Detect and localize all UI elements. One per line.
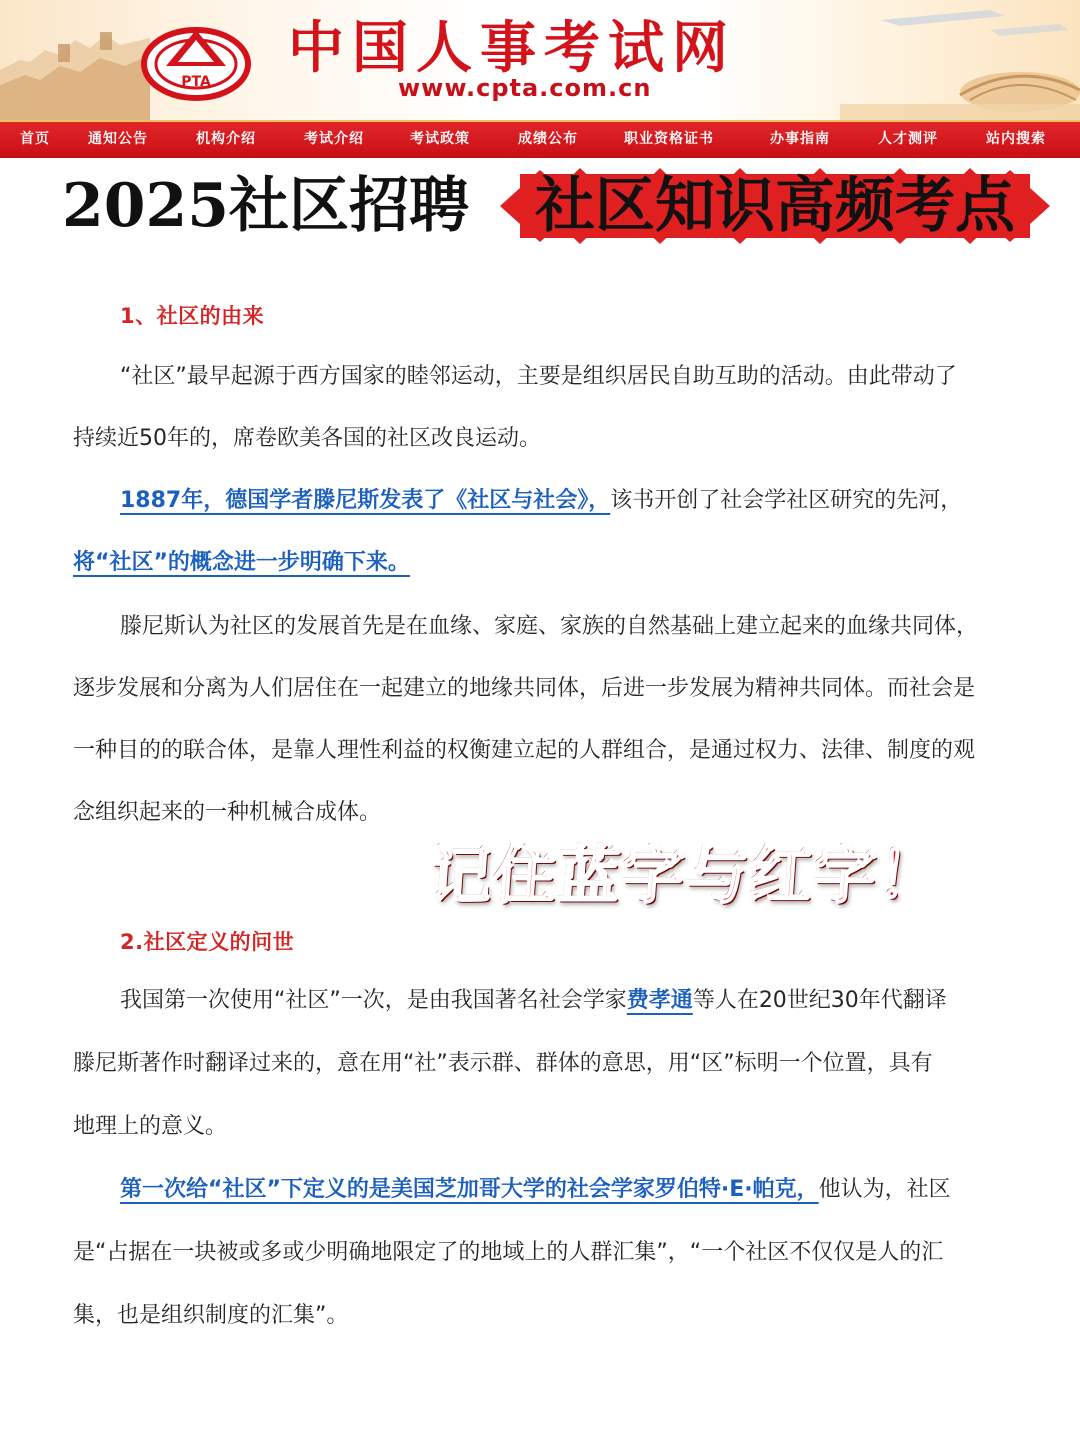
section1-heading: 1、社区的由来 bbox=[120, 304, 265, 328]
section1-paragraph2-line1 bbox=[120, 486, 962, 516]
site-banner bbox=[0, 0, 1080, 120]
nav-item-search[interactable]: 站内搜索 bbox=[986, 131, 1046, 147]
nav-item-results[interactable]: 成绩公布 bbox=[518, 131, 578, 147]
nav-item-institutions[interactable]: 机构介绍 bbox=[196, 131, 256, 147]
reminder-stamp: 记住蓝字与红字！ bbox=[427, 839, 945, 912]
pta-logo bbox=[140, 22, 252, 102]
highlight-blue-text: 第一次给“社区”下定义的是美国芝加哥大学的社会学家罗伯特·E·帕克， bbox=[120, 1177, 819, 1202]
headline-year-title: 2025社区招聘 bbox=[62, 171, 469, 241]
section1-paragraph3-line4: 念组织起来的一种机械合成体。 bbox=[73, 800, 382, 825]
logo-text: PTA bbox=[181, 74, 211, 90]
section2-heading: 2.社区定义的问世 bbox=[120, 930, 295, 954]
nav-item-home[interactable]: 首页 bbox=[20, 131, 50, 147]
headline-topic bbox=[500, 166, 1050, 246]
site-url[interactable]: www.cpta.com.cn bbox=[398, 74, 652, 102]
paragraph-text: 等人在20世纪30年代翻译 bbox=[692, 988, 947, 1013]
great-wall-illustration bbox=[0, 0, 150, 120]
nav-item-notices[interactable]: 通知公告 bbox=[88, 131, 148, 147]
section2-paragraph2-line2: 是“占据在一块被或多或少明确地限定了的地域上的人群汇集”，“一个社区不仅仅是人的汇 bbox=[73, 1240, 944, 1265]
nav-item-certificates[interactable]: 职业资格证书 bbox=[624, 131, 714, 147]
section2-paragraph2-line1 bbox=[120, 1175, 951, 1205]
paragraph-text: 我国第一次使用“社区”一次，是由我国著名社会学家 bbox=[120, 988, 627, 1013]
section1-paragraph3-line3: 一种目的的联合体，是靠人理性利益的权衡建立起的人群组合，是通过权力、法律、制度的观 bbox=[73, 738, 976, 763]
section1-paragraph3-line2: 逐步发展和分离为人们居住在一起建立的地缘共同体，后进一步发展为精神共同体。而社会是 bbox=[73, 676, 976, 701]
site-title: 中国人事考试网 bbox=[288, 16, 736, 81]
highlight-blue-text: 将“社区”的概念进一步明确下来。 bbox=[73, 550, 410, 575]
paragraph-text: 该书开创了社会学社区研究的先河， bbox=[610, 488, 963, 513]
section1-paragraph1-line1: “社区”最早起源于西方国家的睦邻运动，主要是组织居民自助互助的活动。由此带动了 bbox=[120, 364, 957, 389]
highlight-blue-text: 1887年，德国学者滕尼斯发表了《社区与社会》， bbox=[120, 488, 611, 513]
section1-paragraph3-line1: 滕尼斯认为社区的发展首先是在血缘、家庭、家族的自然基础上建立起来的血缘共同体， bbox=[120, 614, 979, 639]
nav-item-guide[interactable]: 办事指南 bbox=[770, 131, 830, 147]
paragraph-text: 他认为，社区 bbox=[818, 1177, 951, 1202]
headline-topic-text: 社区知识高频考点 bbox=[535, 171, 1015, 241]
nav-item-exams[interactable]: 考试介绍 bbox=[304, 131, 364, 147]
main-nav bbox=[0, 120, 1080, 158]
section2-paragraph1-line1 bbox=[120, 986, 947, 1016]
nav-item-policies[interactable]: 考试政策 bbox=[410, 131, 470, 147]
section2-paragraph1-line3: 地理上的意义。 bbox=[73, 1114, 228, 1139]
nav-item-assessment[interactable]: 人才测评 bbox=[878, 131, 938, 147]
highlight-blue-text: 费孝通 bbox=[626, 988, 693, 1013]
city-skyline-illustration bbox=[840, 0, 1080, 120]
section2-paragraph2-line3: 集，也是组织制度的汇集”。 bbox=[73, 1303, 349, 1328]
section2-paragraph1-line2: 滕尼斯著作时翻译过来的，意在用“社”表示群、群体的意思，用“区”标明一个位置，具有 bbox=[73, 1051, 933, 1076]
section1-paragraph2-line2 bbox=[73, 548, 410, 578]
section1-paragraph1-line2: 持续近50年的，席卷欧美各国的社区改良运动。 bbox=[73, 426, 541, 451]
